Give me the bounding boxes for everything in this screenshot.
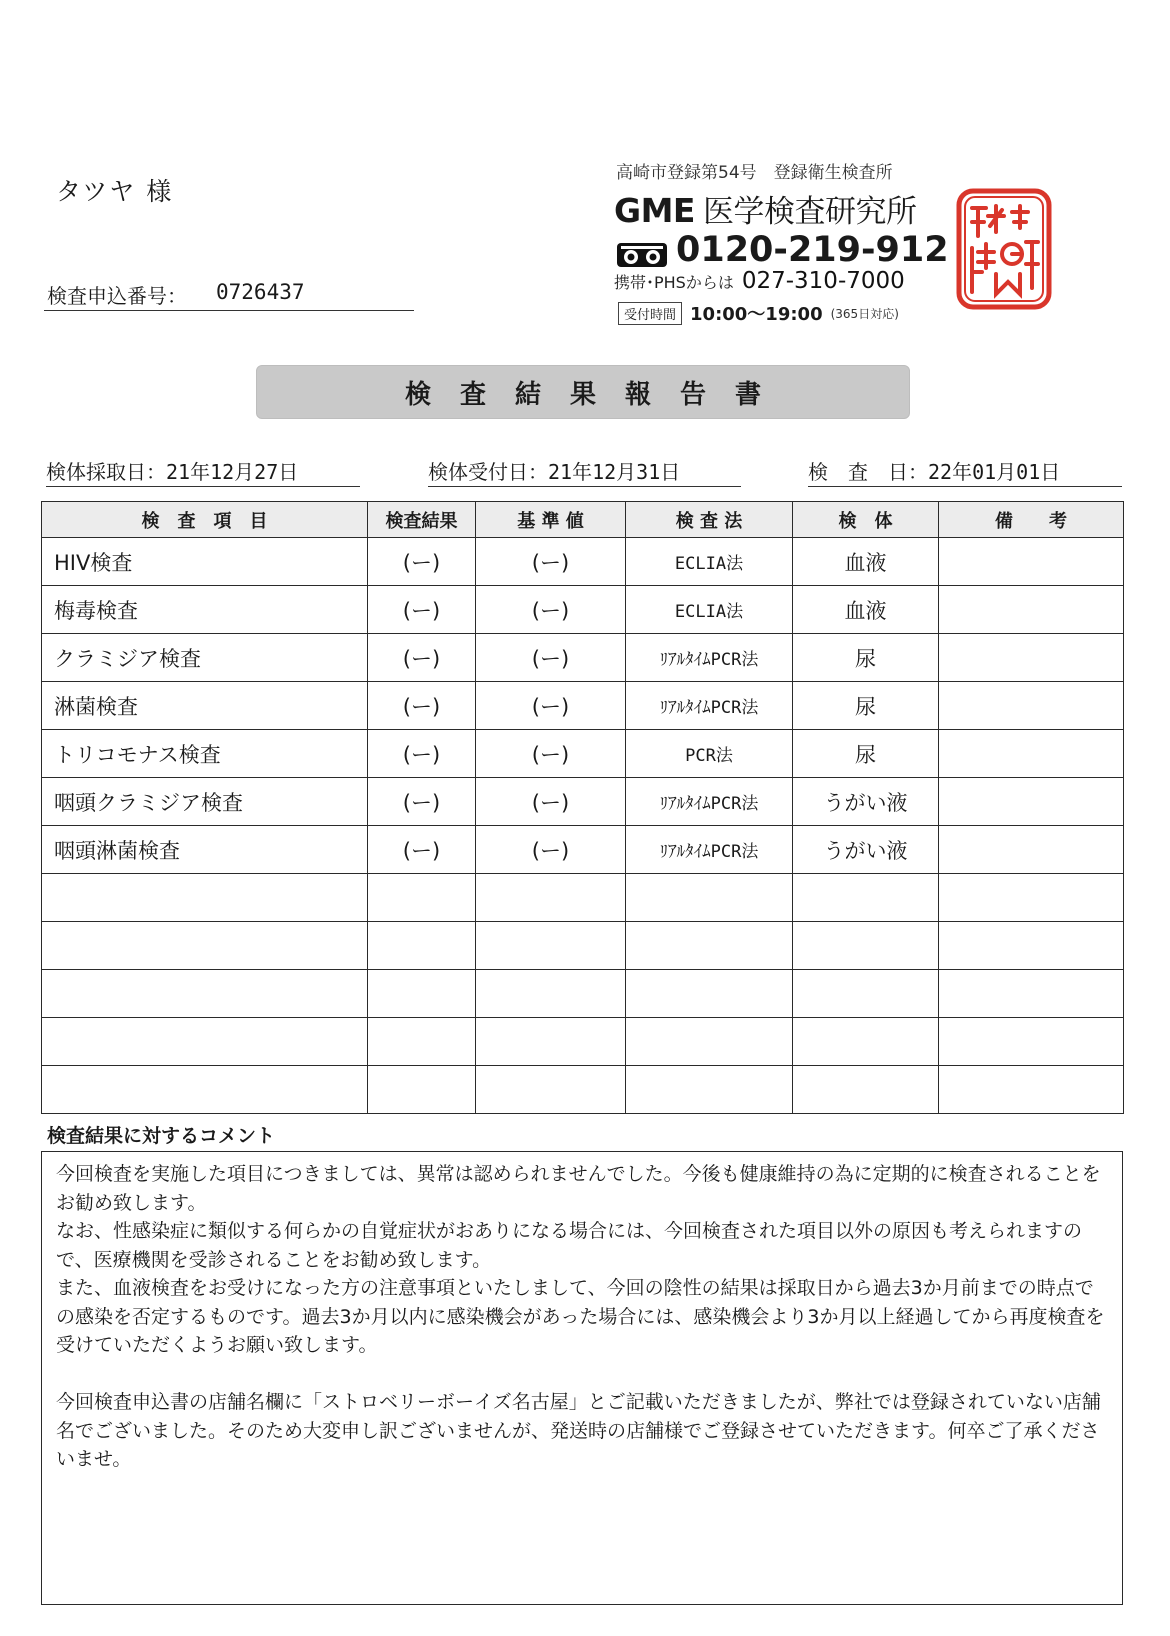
row-note xyxy=(939,538,1124,586)
table-row xyxy=(42,538,1124,586)
header-reference: 基 準 値 xyxy=(476,502,626,538)
row-note xyxy=(939,634,1124,682)
recipient-name: タツヤ 様 xyxy=(56,177,174,206)
header-item: 検 査 項 目 xyxy=(42,502,368,538)
row-result: (ー) xyxy=(368,730,476,778)
row-specimen: 血液 xyxy=(793,586,939,634)
row-method: ﾘｱﾙﾀｲﾑPCR法 xyxy=(626,778,793,826)
lab-registration: 高崎市登録第54号 登録衛生検査所 xyxy=(616,163,893,183)
header-note: 備 考 xyxy=(939,502,1124,538)
header-result: 検査結果 xyxy=(368,502,476,538)
freedial xyxy=(616,230,949,270)
table-row xyxy=(42,730,1124,778)
empty-row xyxy=(42,1018,1124,1066)
application-number-label: 検査申込番号： xyxy=(47,284,187,308)
received-date-label: 検体受付日： xyxy=(428,460,548,484)
table-row xyxy=(42,826,1124,874)
lab-name-jp: 医学検査研究所 xyxy=(702,194,917,230)
header-specimen: 検 体 xyxy=(793,502,939,538)
table-row xyxy=(42,778,1124,826)
mobile-label: 携帯･PHSからは xyxy=(614,273,734,292)
table-row xyxy=(42,586,1124,634)
row-method: ECLIA法 xyxy=(626,586,793,634)
row-note xyxy=(939,730,1124,778)
row-note xyxy=(939,682,1124,730)
hours-note: (365日対応) xyxy=(830,306,899,321)
row-method: ECLIA法 xyxy=(626,538,793,586)
collection-date xyxy=(46,456,360,487)
freedial-icon xyxy=(616,237,668,263)
application-number-field xyxy=(44,278,414,311)
row-specimen: うがい液 xyxy=(793,778,939,826)
row-specimen: うがい液 xyxy=(793,826,939,874)
row-item: トリコモナス検査 xyxy=(42,730,368,778)
row-result: (ー) xyxy=(368,538,476,586)
lab-name xyxy=(614,186,916,231)
row-result: (ー) xyxy=(368,778,476,826)
row-item: 咽頭クラミジア検査 xyxy=(42,778,368,826)
comment-title: 検査結果に対するコメント xyxy=(47,1125,276,1147)
row-method: ﾘｱﾙﾀｲﾑPCR法 xyxy=(626,634,793,682)
row-specimen: 尿 xyxy=(793,634,939,682)
row-item: 淋菌検査 xyxy=(42,682,368,730)
row-item: HIV検査 xyxy=(42,538,368,586)
application-number-value: 0726437 xyxy=(216,280,305,304)
row-reference: (ー) xyxy=(476,730,626,778)
results-table xyxy=(41,501,1124,1114)
row-item: クラミジア検査 xyxy=(42,634,368,682)
mobile-contact xyxy=(614,268,905,294)
test-date xyxy=(808,456,1122,487)
report-title-banner: 検査結果報告書 xyxy=(256,365,910,419)
collection-date-value: 21年12月27日 xyxy=(166,460,299,484)
comment-box xyxy=(41,1151,1123,1605)
row-result: (ー) xyxy=(368,682,476,730)
received-date xyxy=(428,456,741,487)
row-reference: (ー) xyxy=(476,682,626,730)
row-method: ﾘｱﾙﾀｲﾑPCR法 xyxy=(626,826,793,874)
hours-value: 10:00〜19:00 xyxy=(690,304,823,325)
row-note xyxy=(939,586,1124,634)
test-date-label: 検 査 日： xyxy=(808,460,928,484)
row-reference: (ー) xyxy=(476,826,626,874)
row-result: (ー) xyxy=(368,586,476,634)
row-note xyxy=(939,778,1124,826)
empty-row xyxy=(42,1066,1124,1114)
row-specimen: 尿 xyxy=(793,682,939,730)
comment-text: 今回検査を実施した項目につきましては、異常は認められませんでした。今後も健康維持の為に定期的に検査されることをお勧め致します。 なお、性感染症に類似する何らかの自覚症状がおありになる場合には、今回検査された項目以外の原因も考えられますので、医療機関を受診されることをお勧め致します。 また、血液検査をお受けになった方の注意事項といたしまして、今回の陰性の結果は採取日から過去3か月前までの時点での感染を否定するものです。過去3か月以内に感染機会があった場合には、感染機会より3か月以上経過してから再度検査を受けていただくようお願い致します。 今回検査申込書の店舗名欄に「ストロベリーボーイズ名古屋」とご記載いただきましたが、弊社では登録されていない店舗名でございました。そのため大変申し訳ございませんが、発送時の店舗様でご登録させていただきます。何卒ご了承くださいませ。 xyxy=(56,1163,1105,1470)
row-reference: (ー) xyxy=(476,778,626,826)
company-seal-stamp xyxy=(956,188,1052,310)
header-method: 検 査 法 xyxy=(626,502,793,538)
row-method: ﾘｱﾙﾀｲﾑPCR法 xyxy=(626,682,793,730)
row-method: PCR法 xyxy=(626,730,793,778)
table-row xyxy=(42,634,1124,682)
table-row xyxy=(42,682,1124,730)
lab-name-en: GME xyxy=(614,191,695,230)
row-result: (ー) xyxy=(368,634,476,682)
row-reference: (ー) xyxy=(476,538,626,586)
freedial-number: 0120-219-912 xyxy=(676,230,949,270)
row-specimen: 血液 xyxy=(793,538,939,586)
collection-date-label: 検体採取日： xyxy=(46,460,166,484)
empty-row xyxy=(42,874,1124,922)
row-item: 咽頭淋菌検査 xyxy=(42,826,368,874)
row-specimen: 尿 xyxy=(793,730,939,778)
row-reference: (ー) xyxy=(476,634,626,682)
mobile-number: 027-310-7000 xyxy=(741,268,905,294)
row-result: (ー) xyxy=(368,826,476,874)
test-date-value: 22年01月01日 xyxy=(928,460,1061,484)
empty-row xyxy=(42,922,1124,970)
table-header-row xyxy=(42,502,1124,538)
row-item: 梅毒検査 xyxy=(42,586,368,634)
received-date-value: 21年12月31日 xyxy=(548,460,681,484)
reception-hours xyxy=(618,300,899,326)
row-reference: (ー) xyxy=(476,586,626,634)
hours-label: 受付時間 xyxy=(618,302,682,325)
row-note xyxy=(939,826,1124,874)
empty-row xyxy=(42,970,1124,1018)
